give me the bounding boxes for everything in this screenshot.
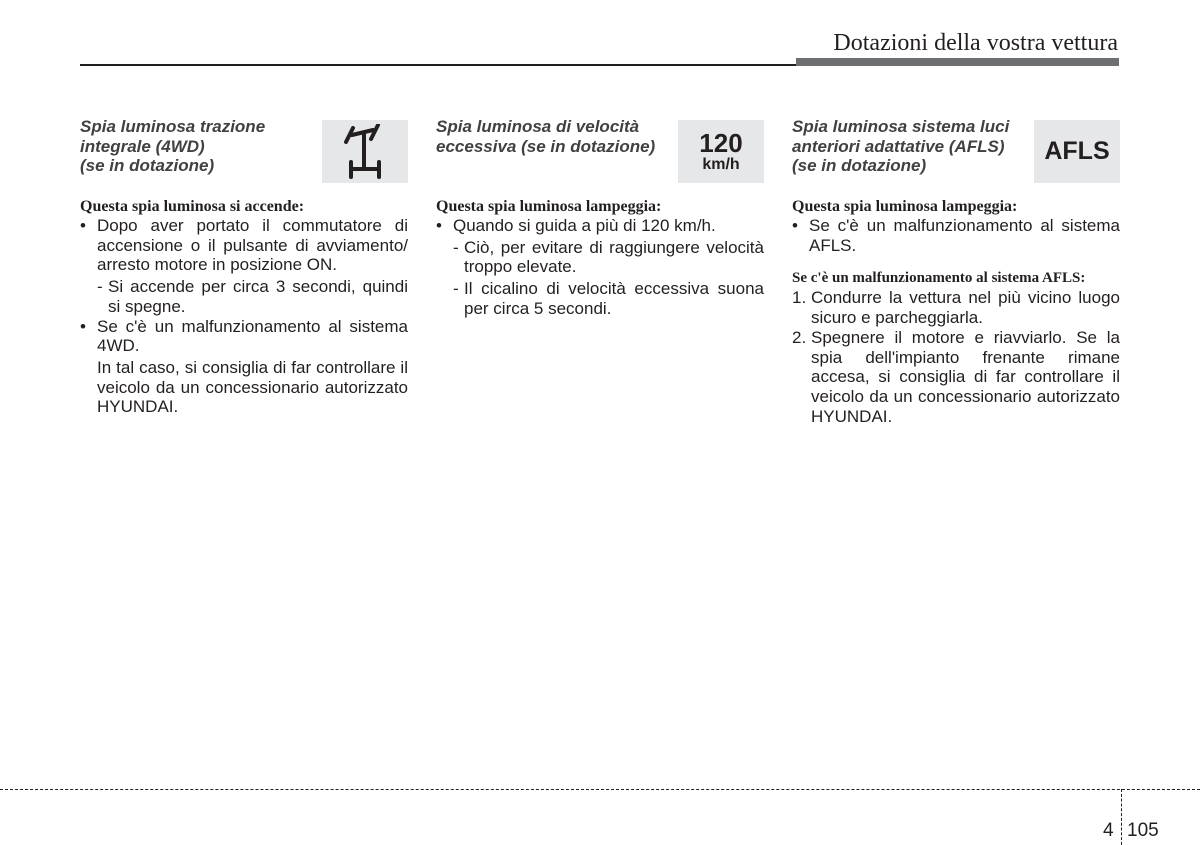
title-line: anteriori adattative (AFLS) [792, 136, 1005, 156]
chapter-number: 4 [1103, 820, 1114, 841]
step-text: Spegnere il motore e riavviarlo. Se la spia dell'impianto frenante rimane accesa, si consiglia di far controllare il veicolo da un concessionario autorizzato HYUNDAI. [811, 327, 1120, 426]
title-line: Spia luminosa sistema luci [792, 117, 1010, 136]
section-overspeed [436, 117, 764, 319]
section-heading: Questa spia luminosa lampeggia: [792, 198, 1018, 215]
header-rule [80, 64, 796, 66]
section-title [80, 117, 312, 176]
page-header-title: Dotazioni della vostra vettura [833, 30, 1118, 56]
continuation-text: In tal caso, si consiglia di far controllare il veicolo da un concessionario autorizzato HYUNDAI. [97, 357, 408, 417]
numbered-item: 1. Condurre la vettura nel più vicino luogo sicuro e parcheggiarla. [792, 288, 1120, 328]
numbered-item: 2. Spegnere il motore e riavviarlo. Se la spia dell'impianto frenante rimane accesa, si consiglia di far controllare il veicolo da un concessionario autorizzato HYUNDAI. [792, 327, 1120, 426]
section-heading: Questa spia luminosa si accende: [80, 198, 305, 215]
footer-rule [0, 789, 1200, 790]
title-line: integrale (4WD) [80, 136, 205, 156]
title-line: Spia luminosa trazione [80, 117, 266, 136]
page-number: 105 [1127, 820, 1159, 841]
section-4wd [80, 117, 408, 417]
list-item: • Se c'è un malfunzionamento al sistema AFLS. [792, 216, 1120, 255]
footer-divider [1121, 789, 1122, 845]
section-heading: Questa spia luminosa lampeggia: [436, 198, 662, 215]
section-subheading: Se c'è un malfunzionamento al sistema AFLS: [792, 270, 1086, 287]
afls-label: AFLS [1044, 137, 1110, 165]
list-item: • Quando si guida a più di 120 km/h. [436, 216, 764, 236]
title-line: eccessiva (se in dotazione) [436, 136, 656, 156]
section-title [436, 117, 668, 156]
sub-item-text: Si accende per circa 3 secondi, quindi si spegne. [108, 277, 408, 316]
speed-unit: km/h [702, 156, 740, 173]
overspeed-indicator-icon [678, 120, 764, 183]
section-afls [792, 117, 1120, 426]
list-item: • Se c'è un malfunzionamento al sistema 4WD. [80, 317, 408, 356]
title-line: (se in dotazione) [792, 156, 927, 175]
sub-item-text: Il cicalino di velocità eccessiva suona per circa 5 secondi. [464, 279, 764, 318]
sub-item: - Ciò, per evitare di raggiungere velocità troppo elevate. [453, 237, 764, 277]
sub-item-text: Ciò, per evitare di raggiungere velocità troppo elevate. [464, 237, 764, 277]
section-title [792, 117, 1024, 176]
afls-indicator-icon [1034, 120, 1120, 183]
title-line: Spia luminosa di velocità [436, 117, 640, 136]
speed-value: 120 [699, 128, 743, 158]
header-rule-accent [796, 58, 1119, 66]
step-text: Condurre la vettura nel più vicino luogo sicuro e parcheggiarla. [811, 288, 1120, 328]
title-line: (se in dotazione) [80, 156, 215, 175]
4wd-indicator-icon [322, 120, 408, 183]
list-item: • Dopo aver portato il commutatore di accensione o il pulsante di avviamento/ arresto motore in posizione ON. [80, 216, 408, 275]
sub-item: - Si accende per circa 3 secondi, quindi si spegne. [97, 277, 408, 316]
sub-item: - Il cicalino di velocità eccessiva suona per circa 5 secondi. [453, 279, 764, 318]
